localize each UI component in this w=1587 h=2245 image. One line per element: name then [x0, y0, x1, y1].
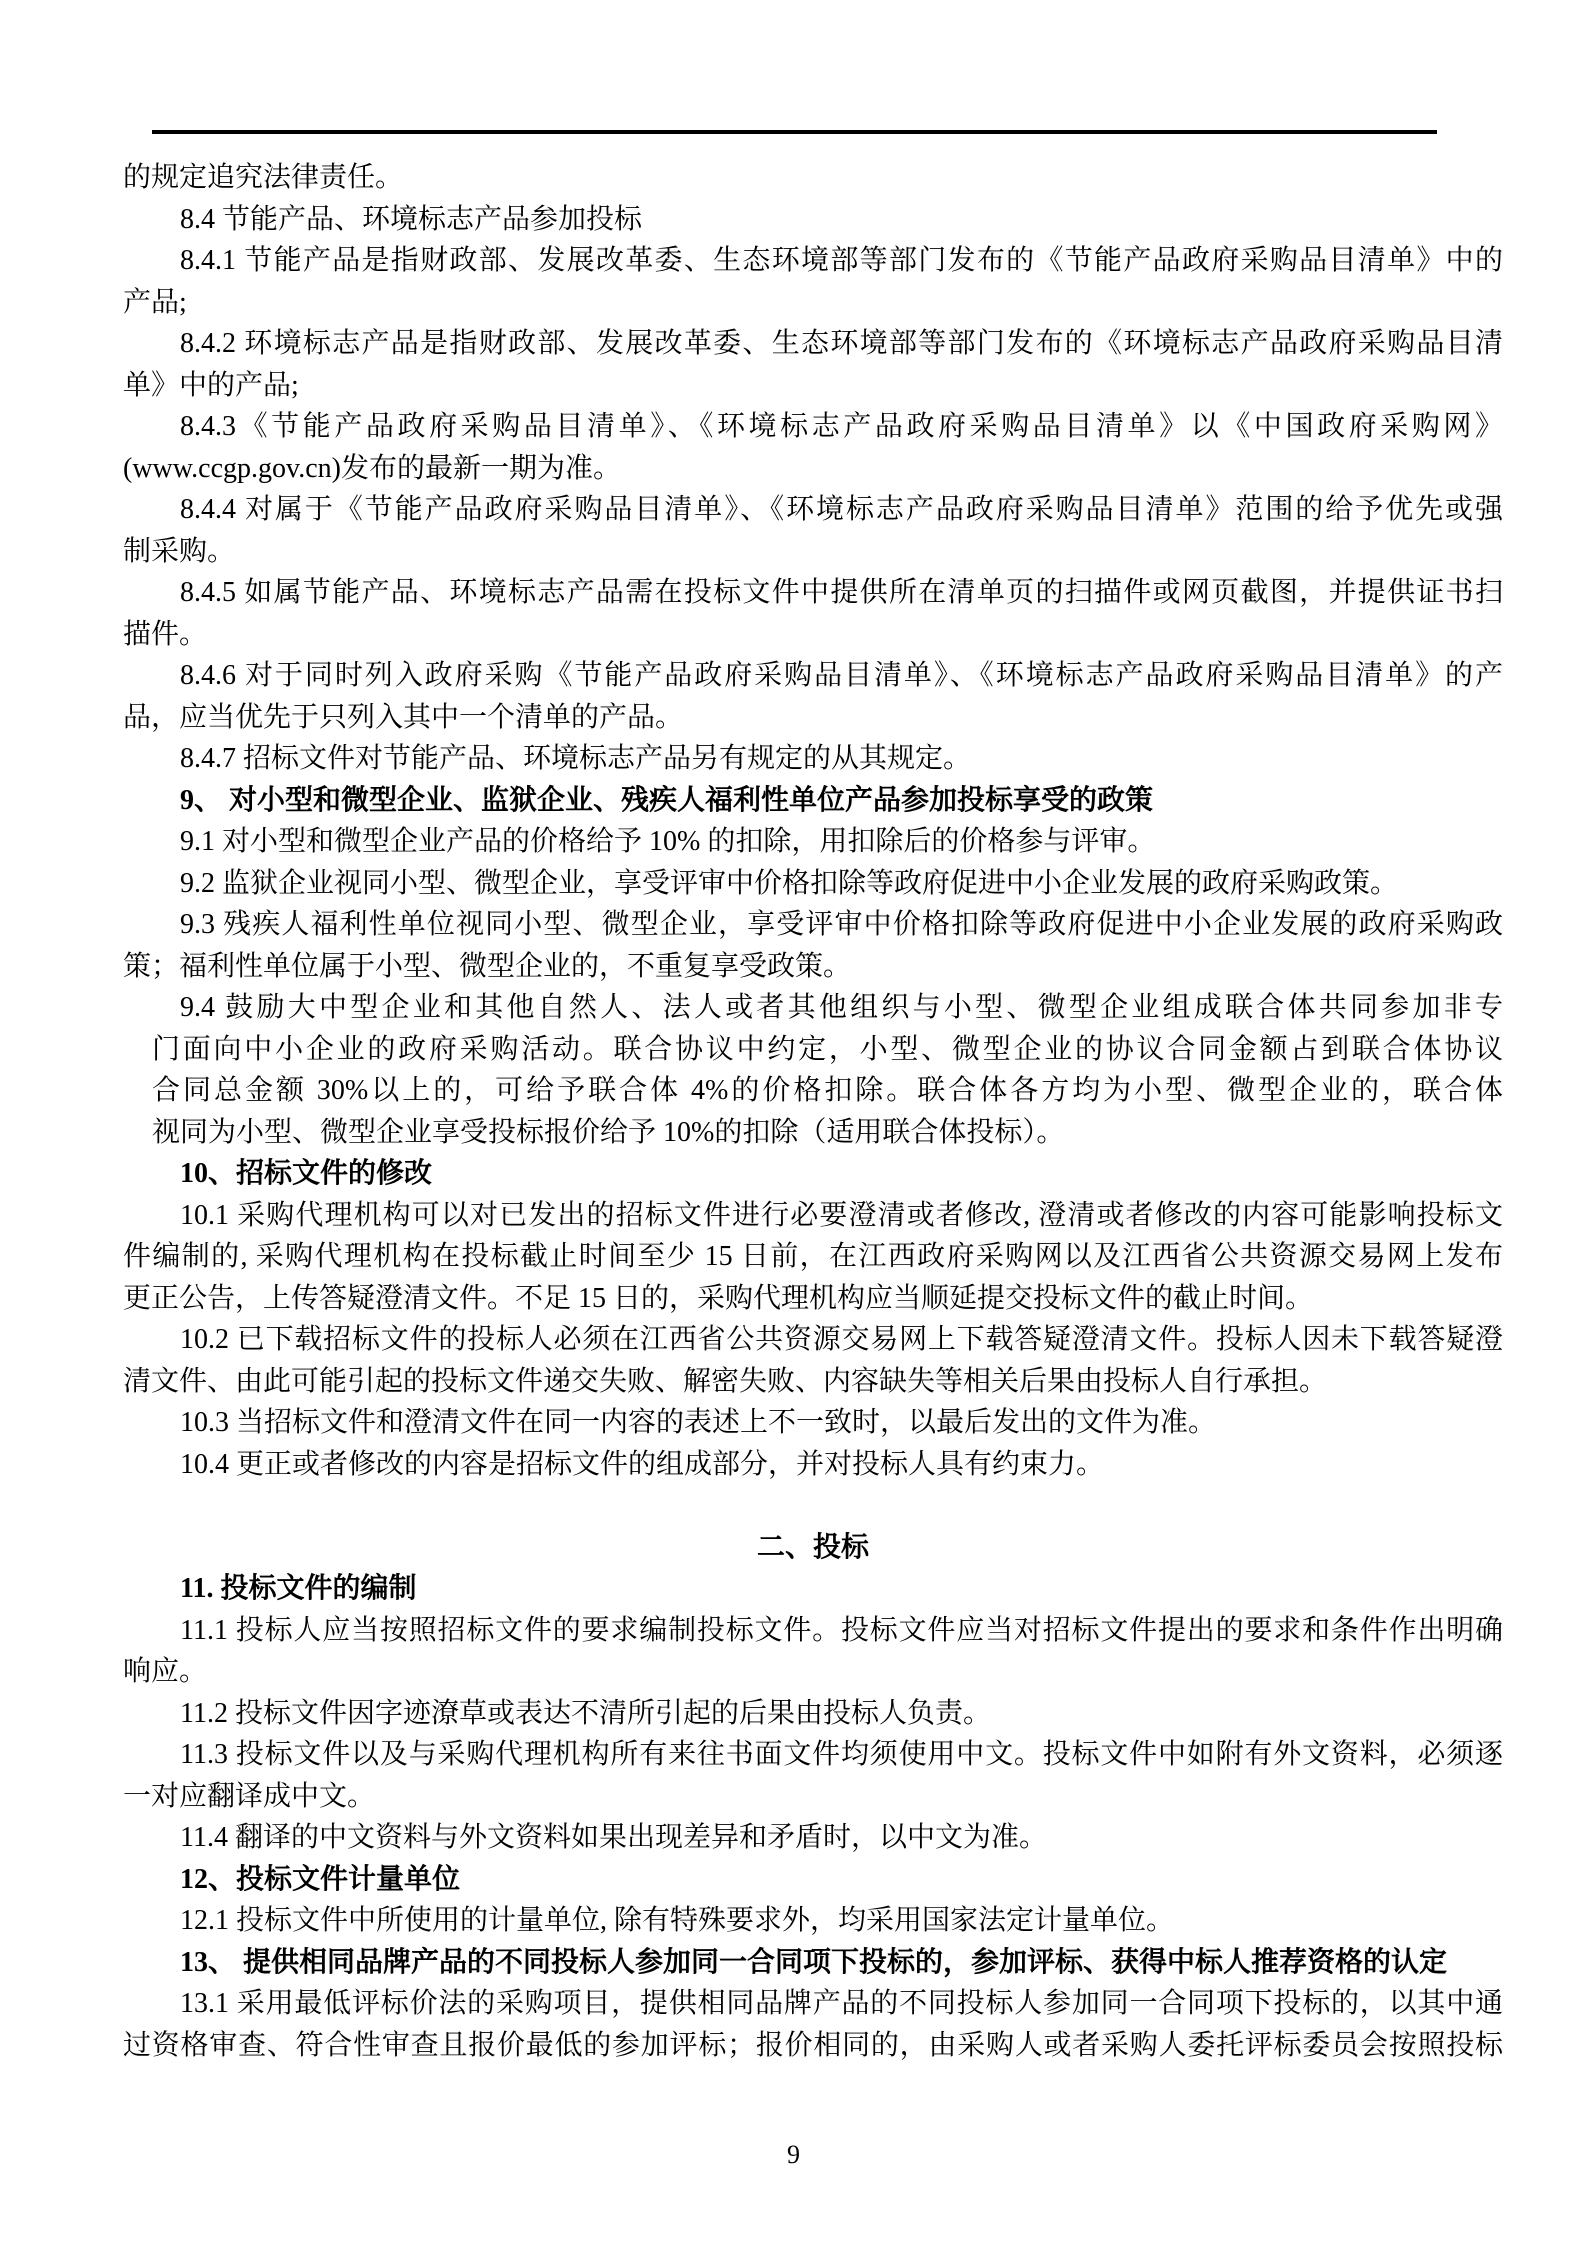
- text-line: 门面向中小企业的政府采购活动。联合协议中约定，小型、微型企业的协议合同金额占到联合体协议: [152, 1033, 1503, 1065]
- text-line: 13.1 采用最低评标价法的采购项目，提供相同品牌产品的不同投标人参加同一合同项下投标的，以其中通: [180, 1988, 1503, 2019]
- text-line: 10.4 更正或者修改的内容是招标文件的组成部分，并对投标人具有约束力。: [180, 1448, 1105, 1480]
- text-line: 单》中的产品;: [123, 369, 299, 401]
- document-body: [123, 157, 1503, 2066]
- text-line: 9.4 鼓励大中型企业和其他自然人、法人或者其他组织与小型、微型企业组成联合体共同参加非专: [180, 992, 1503, 1023]
- text-line: 11.2 投标文件因字迹潦草或表达不清所引起的后果由投标人负责。: [180, 1697, 991, 1729]
- text-line: 12、投标文件计量单位: [180, 1863, 461, 1895]
- text-line: 9.2 监狱企业视同小型、微型企业，享受评审中价格扣除等政府促进中小企业发展的政府采购政策。: [180, 867, 1399, 899]
- text-line: 12.1 投标文件中所使用的计量单位, 除有特殊要求外，均采用国家法定计量单位。: [180, 1905, 1175, 1936]
- text-line: 8.4 节能产品、环境标志产品参加投标: [180, 203, 643, 235]
- header-rule: [152, 130, 1437, 134]
- text-line: 9.1 对小型和微型企业产品的价格给予 10% 的扣除，用扣除后的价格参与评审。: [180, 826, 1156, 857]
- text-line: 8.4.3《节能产品政府采购品目清单》、《环境标志产品政府采购品目清单》以《中国政府采购网》: [180, 411, 1503, 442]
- text-line: 10.2 已下载招标文件的投标人必须在江西省公共资源交易网上下载答疑澄清文件。投标人因未下载答疑澄: [180, 1324, 1503, 1355]
- text-line: 清文件、由此可能引起的投标文件递交失败、解密失败、内容缺失等相关后果由投标人自行承担。: [123, 1365, 1328, 1397]
- text-line: 11.3 投标文件以及与采购代理机构所有来往书面文件均须使用中文。投标文件中如附有外文资料，必须逐: [180, 1739, 1503, 1770]
- text-line: 件编制的, 采购代理机构在投标截止时间至少 15 日前，在江西政府采购网以及江西省公共资源交易网上发布: [123, 1241, 1503, 1272]
- text-line: 11.4 翻译的中文资料与外文资料如果出现差异和矛盾时，以中文为准。: [180, 1822, 1047, 1853]
- text-line: 的规定追究法律责任。: [123, 162, 404, 193]
- text-line: 8.4.4 对属于《节能产品政府采购品目清单》、《环境标志产品政府采购品目清单》范围的给予优先或强: [180, 494, 1503, 525]
- text-line: 过资格审查、符合性审查且报价最低的参加评标；报价相同的，由采购人或者采购人委托评标委员会按照投标: [123, 2029, 1503, 2061]
- text-line: 8.4.5 如属节能产品、环境标志产品需在投标文件中提供所在清单页的扫描件或网页截图，并提供证书扫: [180, 577, 1503, 608]
- text-line: 8.4.6 对于同时列入政府采购《节能产品政府采购品目清单》、《环境标志产品政府采购品目清单》的产: [180, 660, 1503, 691]
- text-line: 描件。: [123, 618, 208, 650]
- text-line: 8.4.7 招标文件对节能产品、环境标志产品另有规定的从其规定。: [180, 743, 972, 774]
- text-line: [123, 1485, 1503, 1527]
- text-line: 产品;: [123, 286, 187, 318]
- text-line: 11.1 投标人应当按照招标文件的要求编制投标文件。投标文件应当对招标文件提出的要求和条件作出明确: [180, 1614, 1503, 1646]
- page-number: 9: [787, 2140, 800, 2169]
- text-line: 10、招标文件的修改: [180, 1158, 433, 1189]
- text-line: 品，应当优先于只列入其中一个清单的产品。: [123, 701, 684, 733]
- text-line: 8.4.2 环境标志产品是指财政部、发展改革委、生态环境部等部门发布的《环境标志产品政府采购品目清: [180, 328, 1503, 359]
- text-line: 8.4.1 节能产品是指财政部、发展改革委、生态环境部等部门发布的《节能产品政府采购品目清单》中的: [180, 245, 1503, 276]
- text-line: 制采购。: [123, 535, 236, 567]
- text-line: (www.ccgp.gov.cn)发布的最新一期为准。: [123, 452, 621, 484]
- text-line: 更正公告，上传答疑澄清文件。不足 15 日的，采购代理机构应当顺延提交投标文件的截止时间。: [123, 1282, 1314, 1314]
- text-line: 一对应翻译成中文。: [123, 1780, 376, 1812]
- text-line: 10.1 采购代理机构可以对已发出的招标文件进行必要澄清或者修改, 澄清或者修改的内容可能影响投标文: [180, 1199, 1503, 1231]
- text-line: 11. 投标文件的编制: [180, 1573, 417, 1604]
- text-line: 策；福利性单位属于小型、微型企业的，不重复享受政策。: [123, 950, 852, 982]
- text-line: 视同为小型、微型企业享受投标报价给予 10%的扣除（适用联合体投标）。: [152, 1116, 1065, 1148]
- text-line: 9、 对小型和微型企业、监狱企业、残疾人福利性单位产品参加投标享受的政策: [180, 784, 1154, 816]
- text-line: 合同总金额 30%以上的，可给予联合体 4%的价格扣除。联合体各方均为小型、微型企业的，联合体: [152, 1075, 1503, 1106]
- text-line: 9.3 残疾人福利性单位视同小型、微型企业，享受评审中价格扣除等政府促进中小企业发展的政府采购政: [180, 909, 1503, 940]
- text-line: 二、投标: [756, 1531, 869, 1563]
- text-line: 10.3 当招标文件和澄清文件在同一内容的表述上不一致时，以最后发出的文件为准。: [180, 1407, 1217, 1438]
- text-line: 13、 提供相同品牌产品的不同投标人参加同一合同项下投标的，参加评标、获得中标人推荐资格的认定: [180, 1946, 1448, 1978]
- text-line: 响应。: [123, 1656, 208, 1687]
